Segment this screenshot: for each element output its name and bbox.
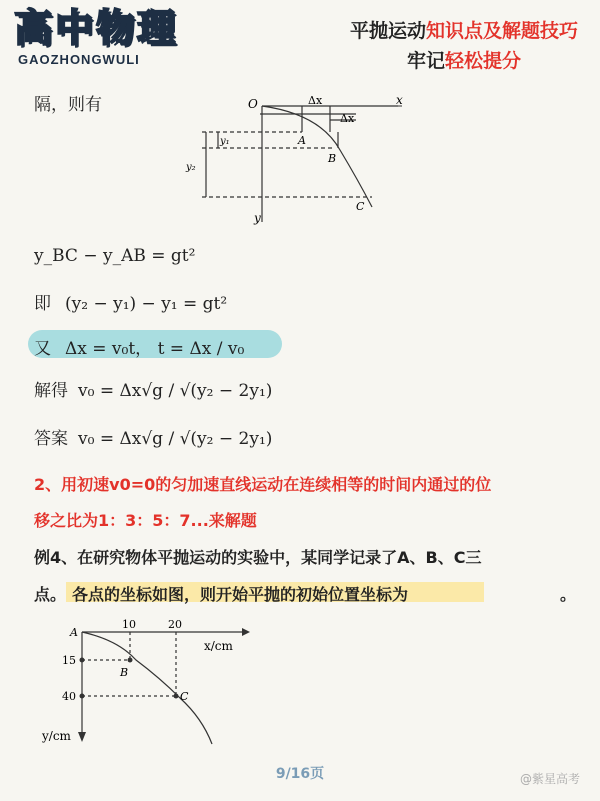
- origin-label: O: [248, 97, 258, 111]
- equation-5-row: [34, 424, 272, 449]
- example-line-2: [34, 582, 408, 605]
- fig2-y-axis: y/cm: [42, 729, 71, 743]
- title-black-1: 平抛运动: [349, 20, 426, 42]
- y1-label: y₁: [220, 136, 230, 147]
- example-line-2-start: 点。: [34, 585, 67, 604]
- equation-2: (y₂ − y₁) − y₁ = gt²: [65, 294, 228, 314]
- logo: [14, 6, 178, 67]
- intro-text: 隔，则有: [34, 95, 102, 115]
- point-a-label: A: [298, 134, 306, 147]
- equation-3-row: [34, 334, 244, 359]
- example-line-2-end: 。: [560, 585, 577, 604]
- fig2-y-tick-15: 15: [62, 654, 76, 667]
- watermark: @紫星高考: [519, 772, 580, 786]
- equation-4-prefix: 解得: [34, 381, 68, 401]
- equation-2-row: [34, 289, 227, 314]
- title-red-2: 轻松提分: [444, 50, 521, 72]
- point-c-label: C: [356, 200, 365, 213]
- fig2-y-tick-40: 40: [62, 690, 76, 703]
- fig2-point-a: A: [70, 626, 78, 639]
- equation-2-prefix: 即: [34, 294, 51, 314]
- trajectory-diagram-1: [180, 92, 410, 232]
- equation-3-prefix: 又: [34, 339, 51, 359]
- equation-5: v₀ = Δx√g / √(y₂ − 2y₁): [78, 429, 273, 449]
- example-line-1: 例4、在研究物体平抛运动的实验中，某同学记录了A、B、C三: [34, 548, 482, 567]
- point-2-line-1: 2、用初速v0=0的匀加速直线运动在连续相等的时间内通过的位: [34, 475, 492, 494]
- header-title: [350, 16, 578, 76]
- y2-label: y₂: [186, 162, 196, 173]
- logo-chinese: 高中物理: [14, 6, 179, 50]
- fig2-x-tick-10: 10: [122, 618, 136, 631]
- point-2-line-2: 移之比为1：3：5：7...来解题: [34, 511, 257, 530]
- page-number: 9/16页: [275, 766, 325, 782]
- equation-3: Δx = v₀t， t = Δx / v₀: [65, 339, 245, 359]
- dx1-label: Δx: [308, 94, 323, 107]
- example-line-2-highlight: 各点的坐标如图，则开始平抛的初始位置坐标为: [72, 585, 409, 604]
- equation-4-row: [34, 376, 272, 401]
- title-red-1: 知识点及解题技巧: [425, 20, 578, 42]
- fig2-x-tick-20: 20: [168, 618, 182, 631]
- point-b-label: B: [328, 152, 337, 165]
- equation-5-prefix: 答案: [34, 429, 68, 449]
- equation-4: v₀ = Δx√g / √(y₂ − 2y₁): [78, 381, 273, 401]
- y-axis-label: y: [254, 211, 261, 225]
- logo-pinyin: GAOZHONGWULI: [18, 52, 140, 67]
- dx2-label: Δx: [340, 112, 355, 125]
- fig2-x-axis: x/cm: [204, 639, 233, 653]
- title-black-2: 牢记: [406, 50, 445, 72]
- x-axis-label: x: [396, 93, 403, 107]
- trajectory-diagram-2: [42, 618, 276, 748]
- fig2-point-b: B: [120, 666, 129, 679]
- fig2-point-c: C: [180, 690, 189, 703]
- equation-1: y_BC − y_AB = gt²: [34, 246, 196, 266]
